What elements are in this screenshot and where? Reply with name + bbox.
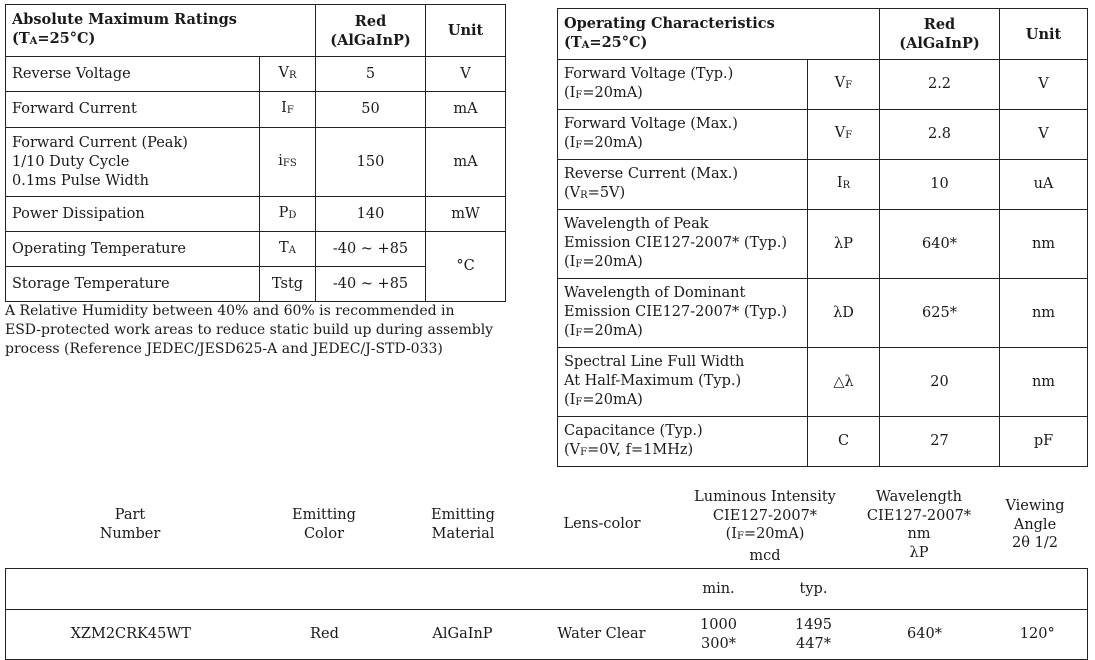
header-lens-color: Lens-color bbox=[563, 516, 641, 532]
oc-row: Capacitance (Typ.) (VF=0V, f=1MHz) C 27 pF bbox=[558, 417, 1088, 467]
oc-title: Operating Characteristics bbox=[564, 14, 775, 32]
amr-unit-header: Unit bbox=[426, 5, 506, 57]
header-viewing-angle: Viewing Angle 2θ 1/2 bbox=[1005, 498, 1065, 551]
temperature-unit: °C bbox=[426, 232, 506, 302]
emitting-material: AlGaInP bbox=[432, 626, 493, 642]
oc-row: Wavelength of Peak Emission CIE127-2007* (Typ.) (IF=20mA) λP 640* nm bbox=[558, 210, 1088, 279]
amr-row: Forward Current (Peak) 1/10 Duty Cycle 0.1ms Pulse Width iFS 150 mA bbox=[6, 128, 506, 197]
part-table-header bbox=[5, 486, 1087, 564]
lens-color: Water Clear bbox=[557, 626, 646, 642]
oc-row: Wavelength of Dominant Emission CIE127-2007* (Typ.) (IF=20mA) λD 625* nm bbox=[558, 279, 1088, 348]
amr-red-header: Red (AlGaInP) bbox=[316, 5, 426, 57]
humidity-note: A Relative Humidity between 40% and 60% is recommended in ESD-protected work areas to reduce static build up during assembly process (Reference JEDEC/JESD625-A and JEDEC/J-STD-033) bbox=[5, 303, 494, 357]
amr-title-cell bbox=[6, 5, 316, 57]
amr-row: Operating Temperature TA -40 ~ +85 °C bbox=[6, 232, 506, 267]
oc-row: Forward Voltage (Typ.) (IF=20mA) VF 2.2 V bbox=[558, 60, 1088, 110]
amr-row: Reverse Voltage VR 5 V bbox=[6, 57, 506, 92]
luminous-min: 1000 300* bbox=[700, 616, 737, 652]
part-table bbox=[5, 568, 1088, 660]
oc-red-header: Red (AlGaInP) bbox=[880, 9, 1000, 60]
operating-characteristics-table bbox=[557, 8, 1088, 467]
amr-condition: (TA=25°C) bbox=[12, 30, 96, 47]
header-emitting-material: Emitting Material bbox=[431, 507, 495, 542]
header-wavelength: Wavelength CIE127-2007* nm λP bbox=[866, 489, 972, 561]
part-row bbox=[6, 610, 1088, 660]
amr-title: Absolute Maximum Ratings bbox=[12, 11, 237, 28]
emitting-color: Red bbox=[310, 626, 339, 642]
amr-row: Forward Current IF 50 mA bbox=[6, 92, 506, 128]
amr-row: Power Dissipation PD 140 mW bbox=[6, 197, 506, 232]
oc-row: Spectral Line Full Width At Half-Maximum (Typ.) (IF=20mA) △λ 20 nm bbox=[558, 348, 1088, 417]
wavelength: 640* bbox=[907, 626, 942, 642]
oc-unit-header: Unit bbox=[1000, 9, 1088, 60]
sub-typ-label: typ. bbox=[766, 569, 862, 610]
header-luminous-intensity: Luminous Intensity CIE127-2007* (IF=20mA) mcd bbox=[694, 489, 836, 564]
oc-title-cell bbox=[558, 9, 880, 60]
oc-condition: (TA=25°C) bbox=[564, 33, 648, 51]
absolute-max-ratings-table bbox=[5, 4, 506, 302]
sub-min-label: min. bbox=[672, 569, 766, 610]
luminous-typ: 1495 447* bbox=[795, 616, 832, 652]
header-part-number: Part Number bbox=[99, 507, 161, 542]
part-subheader-row bbox=[6, 569, 1088, 610]
oc-row: Forward Voltage (Max.) (IF=20mA) VF 2.8 V bbox=[558, 110, 1088, 160]
part-number: XZM2CRK45WT bbox=[70, 626, 191, 642]
header-emitting-color: Emitting Color bbox=[292, 507, 356, 542]
amr-row: Storage Temperature Tstg -40 ~ +85 bbox=[6, 267, 506, 302]
oc-row: Reverse Current (Max.) (VR=5V) IR 10 uA bbox=[558, 160, 1088, 210]
viewing-angle: 120° bbox=[1019, 626, 1055, 642]
